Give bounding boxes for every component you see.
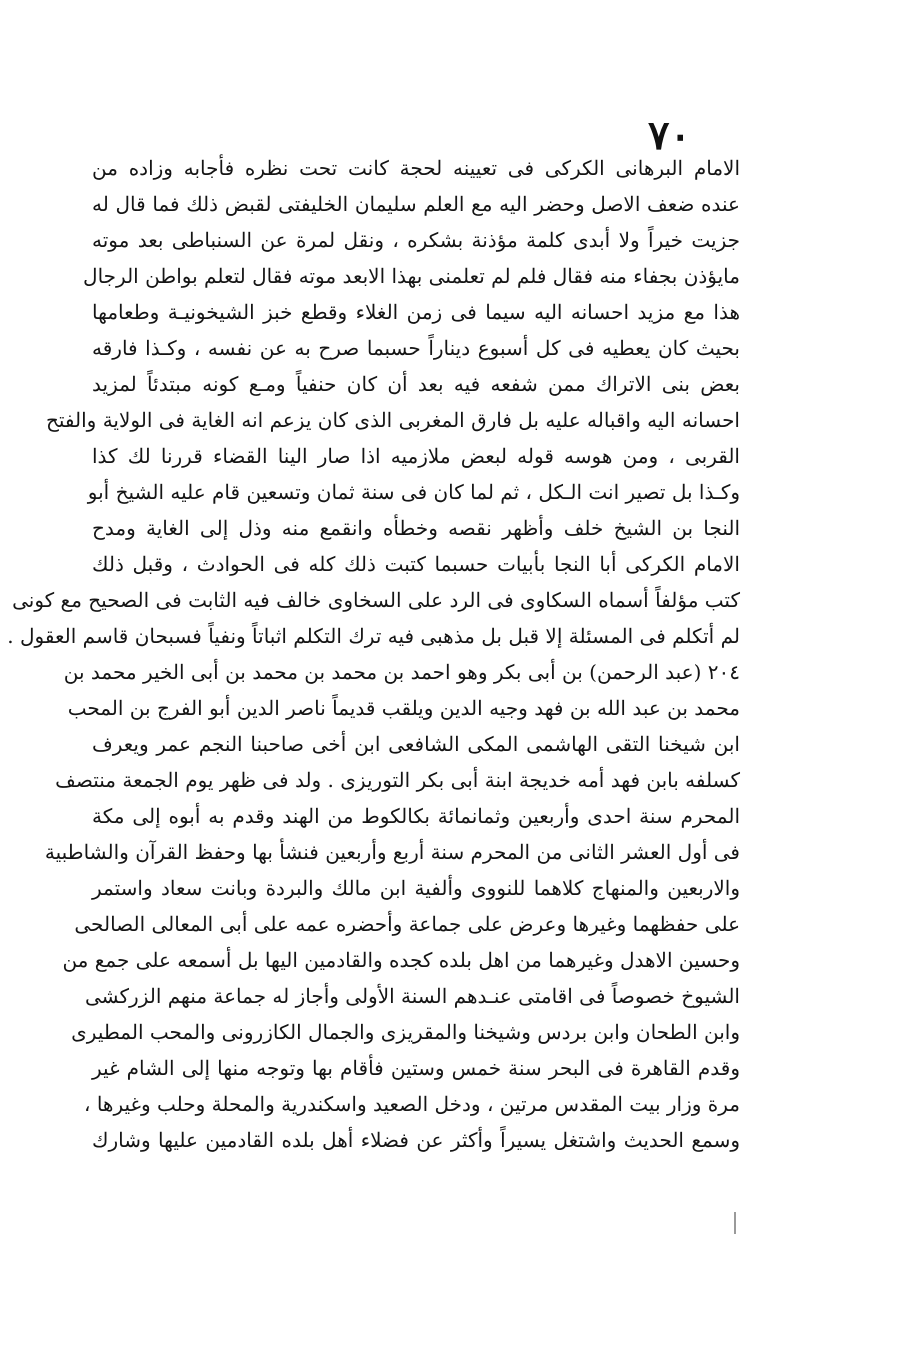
text-line: مرة وزار بيت المقدس مرتين ، ودخل الصعيد واسكندرية والمحلة وحلب وغيرها ، bbox=[84, 1092, 740, 1116]
text-line: محمد بن عبد الله بن فهد وجيه الدين ويلقب قديماً ناصر الدين أبو الفرج بن المحب bbox=[67, 696, 740, 720]
text-line: وحسين الاهدل وغيرهما من اهل بلده كجده والقادمين اليها بل أسمعه على جمع من bbox=[62, 948, 740, 972]
text-line: وقدم القاهرة فى البحر سنة خمس وستين فأقام بها وتوجه منها إلى الشام غير bbox=[92, 1056, 740, 1080]
text-line: كسلفه بابن فهد أمه خديجة ابنة أبى بكر التوريزى . ولد فى ظهر يوم الجمعة منتصف bbox=[55, 768, 740, 792]
text-line: الشيوخ خصوصاً فى اقامتى عنـدهم السنة الأولى وأجاز له جماعة منهم الزركشى bbox=[85, 984, 740, 1008]
text-line: وابن الطحان وابن بردس وشيخنا والمقريزى والجمال الكازرونى والمحب المطيرى bbox=[71, 1020, 740, 1044]
text-line: عنده ضعف الاصل وحضر اليه مع العلم سليمان الخليفتى لقبض ذلك فما قال له bbox=[92, 192, 740, 216]
text-line: على حفظهما وغيرها وعرض على جماعة وأحضره عمه على أبى المعالى الصالحى bbox=[74, 912, 740, 936]
text-line: الامام الكركى أبا النجا بأبيات حسبما كتبت ذلك كله فى الحوادث ، وقبل ذلك bbox=[92, 552, 740, 576]
body-text bbox=[7, 150, 740, 1158]
text-line: كتب مؤلفاً أسماه السكاوى فى الرد على السخاوى خالف فيه الثابت فى الصحيح مع كونى bbox=[12, 588, 740, 612]
text-line: بعض بنى الاتراك ممن شفعه فيه بعد أن كان حنفياً ومـع كونه مبتدئاً لمزيد bbox=[92, 372, 740, 396]
text-line: الامام البرهانى الكركى فى تعيينه لحجة كانت تحت نظره فأجابه وزاده من bbox=[92, 156, 740, 180]
text-line: وكـذا بل تصير انت الـكل ، ثم لما كان فى سنة ثمان وتسعين قام عليه الشيخ أبو bbox=[87, 480, 740, 504]
text-line: فى أول العشر الثانى من المحرم سنة أربع وأربعين فنشأ بها وحفظ القرآن والشاطبية bbox=[44, 840, 740, 864]
text-line: مايؤذن بجفاء منه فقال فلم لم تعلمنى بهذا الابعد موته فقال لتعلم بواطن الرجال bbox=[83, 264, 740, 288]
text-line: بحيث كان يعطيه فى كل أسبوع ديناراً حسبما صرح به عن نفسه ، وكـذا فارقه bbox=[92, 336, 740, 360]
entry-start-line: ٢٠٤ (عبد الرحمن) بن أبى بكر وهو احمد بن محمد بن محمد بن أبى الخير محمد بن bbox=[63, 660, 740, 684]
text-line: القربى ، ومن هوسه قوله لبعض ملازميه اذا صار الينا القضاء قررنا لك كذا bbox=[92, 444, 740, 468]
page-number: ٧٠ bbox=[648, 112, 691, 159]
text-line: احسانه اليه واقباله عليه بل فارق المغربى الذى كان يزعم انه الغاية فى الولاية والفتح bbox=[45, 408, 740, 432]
text-line: والاربعين والمنهاج كلاهما للنووى وألفية ابن مالك والبردة وبانت سعاد واستمر bbox=[92, 876, 740, 900]
margin-mark bbox=[734, 1212, 736, 1234]
text-line: جزيت خيراً ولا أبدى كلمة مؤذنة بشكره ، ونقل لمرة عن السنباطى بعد موته bbox=[92, 228, 740, 252]
text-line: المحرم سنة احدى وأربعين وثمانمائة بكالكوط من الهند وقدم به أبوه إلى مكة bbox=[92, 804, 740, 828]
text-line: وسمع الحديث واشتغل يسيراً وأكثر عن فضلاء أهل بلده القادمين عليها وشارك bbox=[92, 1128, 740, 1152]
text-line: لم أتكلم فى المسئلة إلا قبل بل مذهبى فيه ترك التكلم اثباتاً ونفياً فسبحان قاسم العقول . bbox=[7, 624, 740, 648]
text-line: النجا بن الشيخ خلف وأظهر نقصه وخطأه وانقمع منه وذل إلى الغاية ومدح bbox=[92, 516, 740, 540]
text-line: هذا مع مزيد احسانه اليه سيما فى زمن الغلاء وقطع خبز الشيخونيـة وطعامها bbox=[92, 300, 740, 324]
text-line: ابن شيخنا التقى الهاشمى المكى الشافعى ابن أخى صاحبنا النجم عمر ويعرف bbox=[92, 732, 740, 756]
